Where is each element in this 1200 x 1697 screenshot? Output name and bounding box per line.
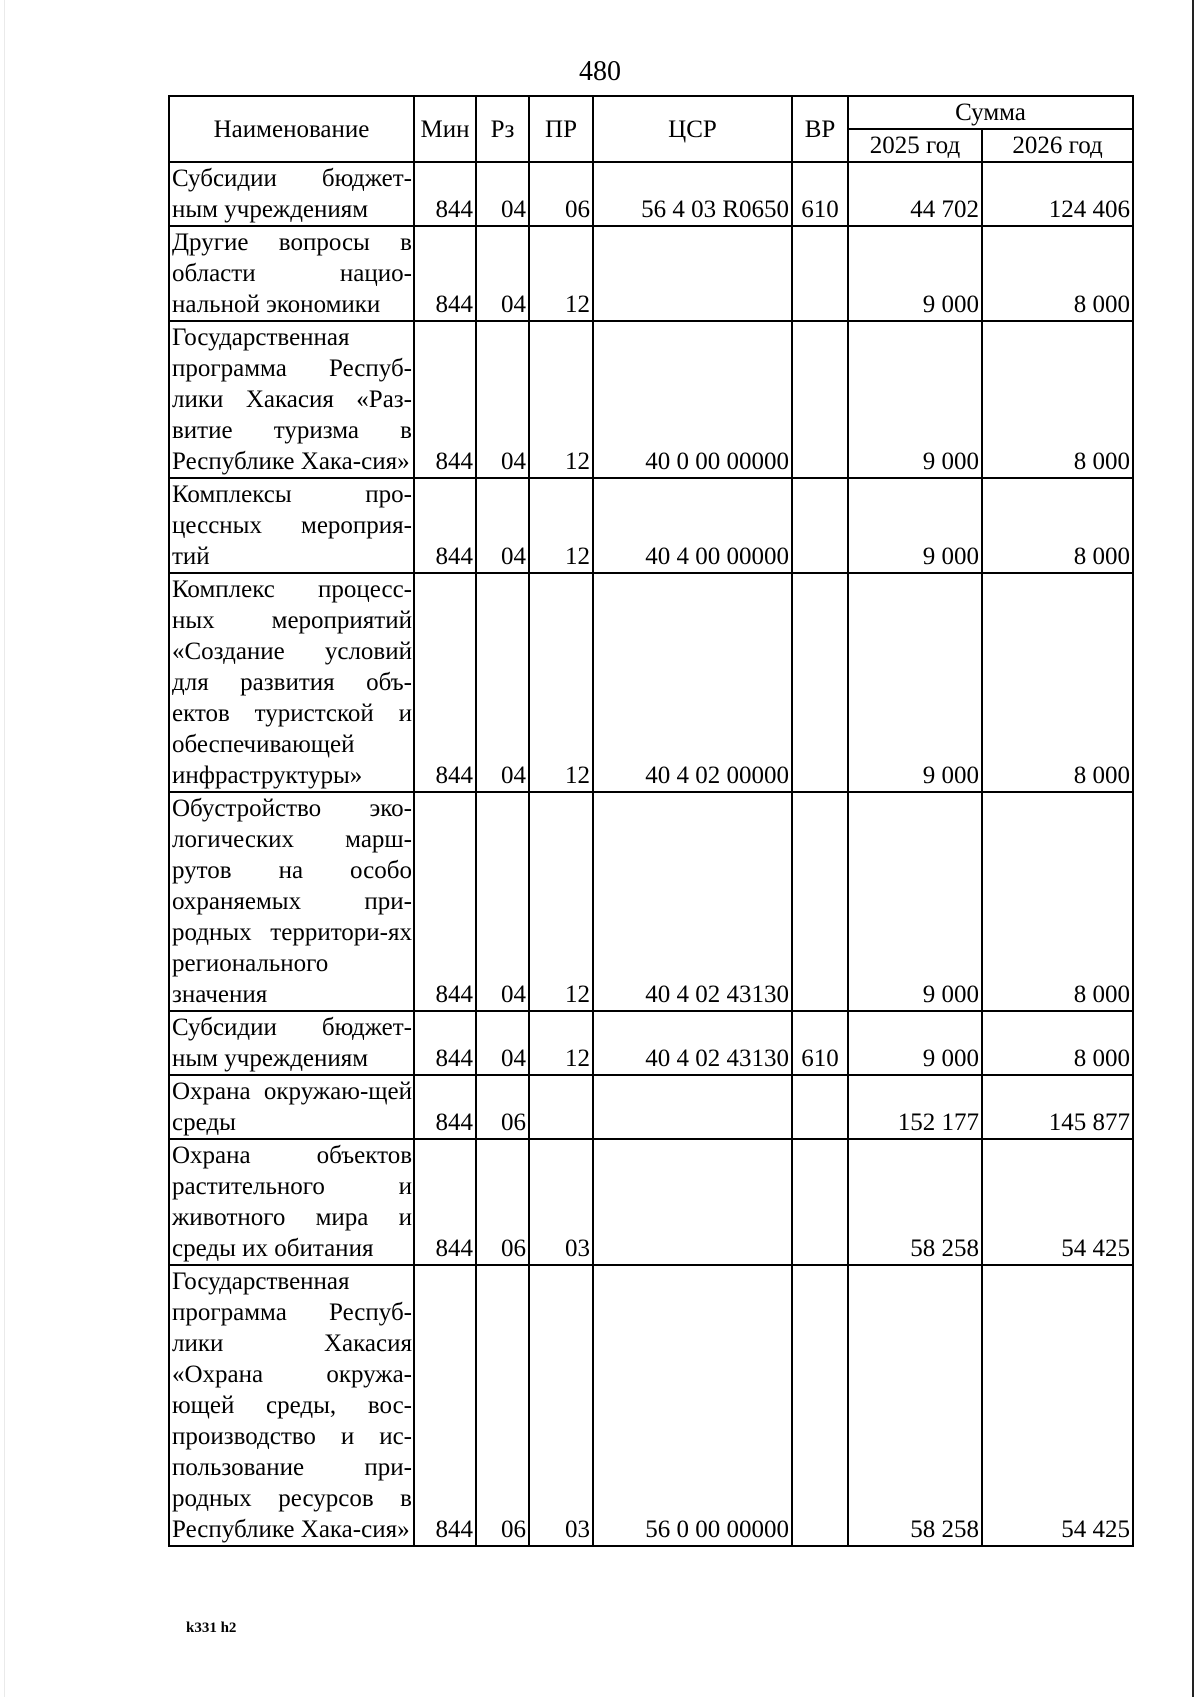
cell-rz: 04 bbox=[476, 162, 529, 226]
table-row bbox=[169, 1265, 1133, 1546]
table-header bbox=[169, 96, 1133, 162]
cell-rz: 06 bbox=[476, 1139, 529, 1265]
cell-name: Государственная программа Респуб-лики Хакасия «Раз-витие туризма в Республике Хака-сия» bbox=[169, 321, 414, 478]
cell-rz: 04 bbox=[476, 226, 529, 321]
header-name: Наименование bbox=[169, 96, 414, 162]
header-rz: Рз bbox=[476, 96, 529, 162]
cell-name: Субсидии бюджет-ным учреждениям bbox=[169, 1011, 414, 1075]
table-row bbox=[169, 792, 1133, 1011]
cell-2025: 9 000 bbox=[848, 573, 982, 792]
cell-csr: 40 4 02 43130 bbox=[593, 792, 792, 1011]
cell-csr: 40 4 02 00000 bbox=[593, 573, 792, 792]
cell-rz: 04 bbox=[476, 478, 529, 573]
cell-2025: 58 258 bbox=[848, 1139, 982, 1265]
cell-rz: 06 bbox=[476, 1265, 529, 1546]
cell-2025: 9 000 bbox=[848, 792, 982, 1011]
cell-2026: 8 000 bbox=[982, 226, 1133, 321]
cell-2025: 9 000 bbox=[848, 226, 982, 321]
cell-name: Другие вопросы в области нацио-нальной экономики bbox=[169, 226, 414, 321]
cell-pr: 12 bbox=[529, 792, 593, 1011]
cell-min: 844 bbox=[414, 1011, 476, 1075]
cell-csr: 56 4 03 R0650 bbox=[593, 162, 792, 226]
table-row bbox=[169, 162, 1133, 226]
header-csr: ЦСР bbox=[593, 96, 792, 162]
cell-2025: 152 177 bbox=[848, 1075, 982, 1139]
cell-2026: 124 406 bbox=[982, 162, 1133, 226]
cell-pr: 12 bbox=[529, 321, 593, 478]
cell-csr: 56 0 00 00000 bbox=[593, 1265, 792, 1546]
cell-min: 844 bbox=[414, 1265, 476, 1546]
cell-rz: 06 bbox=[476, 1075, 529, 1139]
cell-vr bbox=[792, 1139, 848, 1265]
cell-csr bbox=[593, 1075, 792, 1139]
table-body bbox=[169, 162, 1133, 1546]
cell-2025: 58 258 bbox=[848, 1265, 982, 1546]
cell-name: Охрана окружаю-щей среды bbox=[169, 1075, 414, 1139]
cell-name: Субсидии бюджет-ным учреждениям bbox=[169, 162, 414, 226]
cell-2026: 8 000 bbox=[982, 1011, 1133, 1075]
table-row bbox=[169, 1139, 1133, 1265]
cell-pr bbox=[529, 1075, 593, 1139]
cell-rz: 04 bbox=[476, 792, 529, 1011]
table-row bbox=[169, 573, 1133, 792]
cell-2025: 9 000 bbox=[848, 321, 982, 478]
scan-edge-left bbox=[4, 0, 5, 1697]
cell-vr: 610 bbox=[792, 162, 848, 226]
cell-pr: 12 bbox=[529, 1011, 593, 1075]
cell-vr bbox=[792, 478, 848, 573]
scan-edge-right bbox=[1192, 0, 1194, 1697]
cell-2026: 8 000 bbox=[982, 573, 1133, 792]
cell-name: Обустройство эко-логических марш-рутов на особо охраняемых при-родных территори-ях регионального значения bbox=[169, 792, 414, 1011]
cell-min: 844 bbox=[414, 792, 476, 1011]
cell-2025: 44 702 bbox=[848, 162, 982, 226]
table-row bbox=[169, 1011, 1133, 1075]
cell-min: 844 bbox=[414, 226, 476, 321]
cell-name: Охрана объектов растительного и животного мира и среды их обитания bbox=[169, 1139, 414, 1265]
cell-min: 844 bbox=[414, 1075, 476, 1139]
cell-rz: 04 bbox=[476, 321, 529, 478]
table-row bbox=[169, 1075, 1133, 1139]
cell-2026: 8 000 bbox=[982, 478, 1133, 573]
cell-min: 844 bbox=[414, 478, 476, 573]
footer-code: k331 h2 bbox=[186, 1620, 237, 1636]
header-sum: Сумма bbox=[848, 96, 1133, 129]
header-year-2025: 2025 год bbox=[848, 129, 982, 162]
header-pr: ПР bbox=[529, 96, 593, 162]
cell-pr: 03 bbox=[529, 1139, 593, 1265]
cell-pr: 12 bbox=[529, 226, 593, 321]
cell-vr bbox=[792, 792, 848, 1011]
cell-pr: 03 bbox=[529, 1265, 593, 1546]
cell-pr: 06 bbox=[529, 162, 593, 226]
cell-2025: 9 000 bbox=[848, 1011, 982, 1075]
page-number: 480 bbox=[579, 56, 621, 87]
cell-name: Государственная программа Респуб-лики Хакасия «Охрана окружа-ющей среды, вос-производство и ис-пользование при-родных ресурсов в Республике Хака-сия» bbox=[169, 1265, 414, 1546]
cell-vr bbox=[792, 1075, 848, 1139]
cell-vr bbox=[792, 226, 848, 321]
cell-vr bbox=[792, 1265, 848, 1546]
cell-rz: 04 bbox=[476, 1011, 529, 1075]
table-row bbox=[169, 478, 1133, 573]
cell-csr: 40 0 00 00000 bbox=[593, 321, 792, 478]
cell-pr: 12 bbox=[529, 573, 593, 792]
cell-name: Комплексы про-цессных мероприя-тий bbox=[169, 478, 414, 573]
cell-2026: 8 000 bbox=[982, 792, 1133, 1011]
cell-pr: 12 bbox=[529, 478, 593, 573]
cell-vr bbox=[792, 573, 848, 792]
cell-2026: 54 425 bbox=[982, 1139, 1133, 1265]
cell-vr: 610 bbox=[792, 1011, 848, 1075]
cell-2026: 54 425 bbox=[982, 1265, 1133, 1546]
budget-table bbox=[168, 95, 1134, 1547]
cell-rz: 04 bbox=[476, 573, 529, 792]
cell-name: Комплекс процесс-ных мероприятий «Создание условий для развития объ-ектов туристской и обеспечивающей инфраструктуры» bbox=[169, 573, 414, 792]
cell-min: 844 bbox=[414, 1139, 476, 1265]
table-row bbox=[169, 226, 1133, 321]
cell-2025: 9 000 bbox=[848, 478, 982, 573]
cell-min: 844 bbox=[414, 321, 476, 478]
cell-csr bbox=[593, 226, 792, 321]
cell-2026: 145 877 bbox=[982, 1075, 1133, 1139]
table-row bbox=[169, 321, 1133, 478]
header-vr: ВР bbox=[792, 96, 848, 162]
cell-csr: 40 4 00 00000 bbox=[593, 478, 792, 573]
cell-vr bbox=[792, 321, 848, 478]
cell-csr: 40 4 02 43130 bbox=[593, 1011, 792, 1075]
cell-csr bbox=[593, 1139, 792, 1265]
cell-min: 844 bbox=[414, 573, 476, 792]
cell-min: 844 bbox=[414, 162, 476, 226]
header-min: Мин bbox=[414, 96, 476, 162]
cell-2026: 8 000 bbox=[982, 321, 1133, 478]
header-year-2026: 2026 год bbox=[982, 129, 1133, 162]
